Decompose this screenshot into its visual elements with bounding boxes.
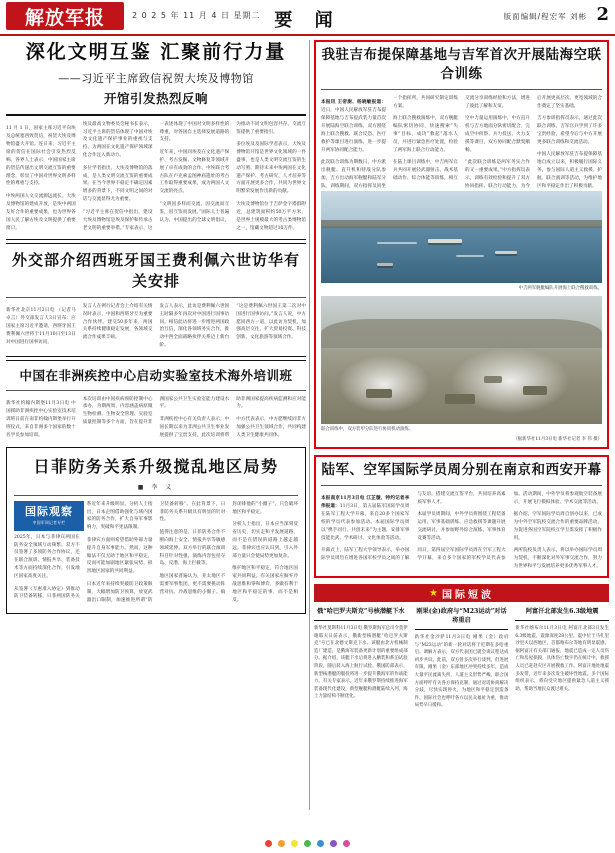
paragraph: 此次联合训练为期数日，中方派出舰艇、直升机和特战分队参加，吉方出动海军舰艇和陆军分队。训练期间，双方指挥员同坐一个指挥所，共同研究制定训练方案。 — [321, 95, 458, 189]
vehicle-shape — [484, 376, 502, 383]
registration-dot — [343, 840, 350, 847]
color-registration-marks — [0, 840, 615, 847]
smoke-plume — [338, 355, 430, 413]
divider — [6, 356, 306, 361]
section-title: 要 闻 — [274, 10, 341, 31]
registration-dot — [304, 840, 311, 847]
paragraph: 开幕式上，陆军工程大学领导表示，举办国际学员周旨在增进各国军校学员之间的了解与友谊，搭建交流互鉴平台，共同培养高素质军事人才。 — [321, 491, 506, 562]
vehicle-shape — [366, 389, 392, 398]
brief-item — [314, 608, 408, 710]
smoke-plume — [450, 348, 570, 414]
divider — [6, 114, 306, 116]
lead-article-body — [6, 121, 306, 233]
lead-article — [6, 40, 306, 233]
training-article-headline: 中国在非洲疾控中心启动实验室技术海外培训班 — [19, 368, 293, 384]
cadet-week-headline: 陆军、空军国际学员周分别在南京和西安开幕 — [321, 461, 602, 478]
registration-dot — [291, 840, 298, 847]
paragraph: 空中力量运用演练中，中方直升机与吉方地面分队密切配合，完成空中侦察、兵力投送、火力支援等课目，双方协同配合默契顺畅。 — [465, 116, 530, 153]
paragraph: 中埃两国人文交流源远流长。大埃及博物馆的建成开放，是埃中两国友好合作的重要成果，也为世界各国人民了解古埃及文明提供了重要窗口。 — [6, 193, 76, 231]
feature-byline: ■ 李 义 — [137, 483, 175, 491]
byline: 本报讯 王帝澍、杨晓敏报道： — [321, 100, 386, 106]
divider — [6, 390, 306, 391]
paragraph: 11 月 1 日，国家主席习近平向埃及总统塞西致贺信，祝贺大埃及博物馆盛大开馆。连日来，习近平主席的贺信在国际社会引发热烈反响。各界人士表示，中国国家主席的贺信传递出文明交流互鉴的重要理念，彰显了中国对世界文明多样性的尊重与支持。 — [6, 126, 76, 187]
training-article-body — [6, 396, 306, 440]
publication-date: 2 0 2 5 年 11 月 4 日 星期二 — [132, 11, 261, 20]
briefs-band-title: 国际短波 — [441, 589, 494, 601]
desert-photo-caption: 联合训练中，双方装甲分队进行协同机动演练。 — [321, 427, 414, 433]
paragraph: 本届学员周期间，中外学员将围绕工程装备运用、军事基础训练、应急救援等课题开展交流研讨，并参加野外综合演练、军事体育竞赛等活动。 — [417, 512, 506, 541]
brief-title: 刚果(金)政府与“M23运动”对话将重启 — [415, 608, 509, 630]
column-badge — [14, 501, 84, 531]
lead-headline-line1: 深化文明互鉴 汇聚前行力量 — [25, 41, 287, 63]
foreign-article-headline: 外交部介绍西班牙国王费利佩六世访华有关安排 — [11, 250, 300, 290]
right-column — [314, 40, 609, 710]
paragraph: 中国人民解放军驻吉布提保障基地自成立以来，积极履行国际义务，参与国际人道主义救援、护航、联合演训等活动，为维护地区和平稳定作出了积极贡献。 — [537, 152, 602, 189]
registration-dot — [265, 840, 272, 847]
sea-photo-caption: 中吉两军舰艇编队开展海上联合搜救训练。 — [518, 285, 602, 291]
paragraph: 2025年，日本与菲律宾两国在防务安全领域互动频繁。双方不仅签署了多项防务合作协议，还在联合演训、情报共享、装备技术等方面持续深化合作，引发地区国家高度关注。 — [14, 534, 80, 580]
brief-body: 新华社喀布尔11月3日电 阿富汗北部3日发生6.3级地震，震源深度28公里。震中位于马扎里沙里夫以西地区，首都喀布尔等地有明显震感。据阿富汗有关部门通报，地震已造成一定人员伤亡和房屋损毁，具体伤亡数字仍在统计中。救援人员已赶赴灾区开展搜救工作。阿富汗地处地震多发带，近年来多次发生破坏性地震。多个国际组织表示，将向受灾地区提供紧急人道主义援助，帮助当地民众渡过难关。 — [515, 626, 610, 692]
star-icon: ★ — [429, 587, 438, 599]
vehicle-shape — [445, 394, 475, 404]
feature-body — [14, 501, 298, 605]
registration-dot — [317, 840, 324, 847]
editor-credit: 版面编辑/程宏军 刘彬 — [503, 12, 587, 21]
column-divider — [309, 40, 310, 810]
paragraph: 新华社北京11月3日电 （记者马卓言）外交部发言人3日宣布：应国家主席习近平邀请，西班牙国王费利佩六世将于11月10日至13日对中国进行国事访问。 — [6, 308, 76, 345]
paragraph: “文明因多样而交流，因交流而互鉴，因互鉴而发展。”国际人士普遍认为，中国提出的全球文明倡议，为推动不同文明包容共存、交流互鉴提供了重要指引。 — [159, 121, 306, 223]
paragraph: 值得注意的是，日菲防务合作不断向海上安全、情报共享等敏感领域延伸。双方举行的联合演训科目针对性强，演练内容包括夺岛、反潜、海上拦截等。 — [159, 529, 226, 567]
brief-body: 新华社莫斯科11月3日电 俄罗斯海军总司令莫伊谢耶夫日前表示，俄新型核潜艇“哈巴罗夫斯克”号已在北德文斯克下水。该艇由北方机械制造厂建造，是俄海军装备更新计划的重要组成部分。据介绍，该艇下水后将进入舾装和系泊试验阶段，随后转入海上航行试验。俄国防部表示，新型核潜艇的服役将进一步提升俄海军的作战能力。有关专家表示，近年来俄罗斯持续推进海军装备现代化建设，新型舰艇和潜艇陆续入列，海上力量结构不断优化。 — [314, 626, 408, 700]
brief-item — [515, 608, 609, 710]
wake-shape — [456, 255, 484, 257]
lead-headline-line2: ——习近平主席致信祝贺大埃及博物馆 — [58, 71, 254, 85]
paragraph-text: 11月3日，第五届陆军国际学员周在陆军工程大学开幕，来自20多个国家军校的学员代表参加活动。本届国际学员周以“携手同行、共创未来”为主题，安排军事技能比武、学术研讨、文化体验等活动。 — [321, 504, 410, 541]
paragraph — [321, 99, 386, 154]
paragraph: 吉方参训指挥员表示，通过此次联合训练，吉军官兵学到了许多宝贵经验，希望今后与中方开展更多联合训练和交流活动。 — [537, 116, 602, 145]
divider — [6, 239, 306, 244]
registration-dot — [330, 840, 337, 847]
wake-shape — [377, 242, 417, 244]
badge-title: 国际观察 — [25, 505, 73, 519]
paragraph — [321, 495, 409, 542]
djibouti-article — [314, 40, 609, 449]
photo-coastline — [321, 220, 602, 227]
paragraph: “这是费利佩六世国王第二次对中国进行国事访问。”发言人说，中方愿同西方一道，以此访为契机，加强高层交往，扩大贸易投资、科技创新、文化旅游等领域合作。 — [236, 303, 306, 341]
paragraph: 发言人在例行记者会上介绍有关情况时表示，中国和西班牙互为重要合作伙伴。建交50多年来，两国关系持续健康稳定发展，各领域交流合作成果丰硕。 — [82, 303, 153, 341]
djibouti-headline: 我驻吉布提保障基地与吉军首次开展陆海空联合训练 — [321, 47, 602, 82]
paragraph: 在陆上课目训练中，中吉两军官兵共同开展轻武器射击、战术基础动作、综合体能等训练，相互交流分享训练经验和方法，增进了彼此了解和友谊。 — [393, 95, 530, 181]
paragraph: 日本近年来持续突破防卫政策限制，大幅增加防卫预算，放宽武器出口限制，加速推进所谓“防卫装备转移”。在此背景下，日菲防务关系升级具有明显的针对性。 — [86, 501, 226, 603]
sea-training-photo — [321, 191, 602, 283]
paragraph: 多位学者指出，大埃及博物馆的落成，是人类文明交流互鉴的重要成果。在当今世界不稳定不确定因素增多的背景下，不同文明之间的对话与交流显得尤为重要。 — [82, 165, 153, 203]
byline: 本报南京11月3日电 江芷璇、特约记者李伟报道： — [321, 496, 410, 510]
paragraph: 近年来，中国同埃及在文化遗产保护、考古发掘、文物修复等领域开展了卓有成效的合作。中埃联合考古队在卢克索孟图神庙遗址的考古工作取得重要成果，成为两国人文交流的亮点。 — [159, 149, 230, 195]
paragraph: 地区国家普遍认为，亚太地区不需要军事集团，更不需要挑动阵营对抗、冷战思维的小圈子。搞封闭排他的“小圈子”，只会破坏地区和平稳定。 — [159, 501, 298, 595]
brief-title: 阿富汗北部发生6.3级地震 — [515, 608, 609, 621]
djibouti-body-top — [321, 95, 602, 191]
paragraph: 从签署《互惠准入协定》到推动防卫装备转移，日菲两国防务关系近年来升级明显。分析人士指出，日本企图借助强化与域内国家的防务合作，扩大自身军事影响力，突破和平宪法限制。 — [14, 501, 153, 600]
paragraph: 大埃及博物馆位于吉萨金字塔群附近，总建筑面积约50万平方米，是世界上规模最大的考古类博物馆之一，馆藏文物超过10万件。 — [236, 201, 306, 231]
paragraph: 据介绍，空军国际学员周自创办以来，已成为中外空军院校交流合作的重要品牌活动，为促进各国空军院校互学互鉴发挥了积极作用。 — [513, 512, 602, 541]
foreign-ministry-article — [6, 250, 306, 350]
masthead — [0, 0, 615, 36]
page-number: 2 — [596, 4, 609, 25]
africa-training-article — [6, 367, 306, 440]
paragraph: 本次培训由中国疾病预防控制中心承办，为期两周，内容涵盖病原微生物检测、生物安全管理、实验室质量控制等多个方面，旨在提升非洲国家公共卫生实验室能力建设水平。 — [82, 396, 230, 426]
left-column — [6, 40, 306, 614]
lead-headline-line3: 开馆引发热烈反响 — [103, 91, 208, 107]
divider — [6, 297, 306, 298]
paragraph: 菲律宾方面则希望借助外部力量提升自身军事能力。然而，这种做法不仅无助于地区和平稳定，反而可能加剧地区紧张局势，损害地区国家的共同利益。 — [86, 537, 153, 575]
cadet-week-article — [314, 455, 609, 578]
paragraph: 非洲疾控中心有关负责人表示，中国长期以来为非洲公共卫生事业发展提供了宝贵支持，此次培训将帮助非洲国家提高疾病监测和应对能力。 — [159, 396, 306, 438]
ship-shape — [428, 239, 462, 243]
photo-ridge — [321, 319, 602, 347]
registration-dot — [278, 840, 285, 847]
divider — [14, 495, 298, 496]
badge-subtitle: 中国军网记者专栏 — [32, 519, 66, 525]
paragraph: 分析人士指出，日本应当深刻反省历史，切实走和平发展道路，而不是在错误的道路上越走越远。菲律宾也应认识到，引入外部力量只会使局势更加复杂。 — [232, 522, 298, 559]
paragraph: 发言人表示，此访是费利佩六世国王时隔多年再次对中国进行国事访问。相信此访将进一步增进两国政治互信，深化各领域务实合作，推动中西全面战略伙伴关系迈上新台阶。 — [159, 303, 230, 349]
feature-article — [6, 447, 306, 614]
paragraph: 中方代表表示，中方愿继续同非方加强公共卫生领域合作，共同构建人类卫生健康共同体。 — [236, 416, 306, 438]
international-briefs — [314, 608, 609, 710]
international-briefs-band — [314, 584, 609, 602]
divider — [321, 485, 602, 486]
cadet-week-body — [321, 491, 602, 571]
paragraph: “此次联合训练是两军务实合作的又一重要成果。”中方指挥员表示，训练有效检验和提升了双方协同指挥、联合行动能力，为今后开展更高层次、更宽领域的合作奠定了坚实基础。 — [465, 95, 602, 189]
photo-credit: （据新华社11月3日电 新华社记者 李 伟 摄） — [513, 436, 602, 442]
brief-body: 新华社金沙萨11月3日电 刚果（金）政府与“M23运动”的新一轮对话将于近期在多哈重启。调解方表示，双方代表团已就会谈议程达成初步共识。此前，双方曾多次举行谈判，但进展有限。刚果（金）东部地区冲突持续多年，造成大量平民流离失所，人道主义形势严峻。联合国方面呼吁有关各方保持克制，通过对话协商解决分歧，尽快实现停火，为地区和平稳定创造条件。国际社会也呼吁各方以民众福祉为重，推动局势早日缓和。 — [414, 635, 509, 709]
boat-shape — [377, 263, 393, 266]
vehicle-shape — [523, 386, 547, 395]
paragraph: “习近平主席在贺信中指出，建设大埃及博物馆是埃及保护和传承古老文明的重要举措。”专家表示，这一表述体现了中国对文明多样性的尊重，对各国自主选择发展道路的支持。 — [82, 121, 230, 231]
paragraph: 同日，第四届空军国际学员周在空军工程大学开幕，来自多个国家的军校学员代表参加。活动期间，中外学员将参观航空装备展示，开展飞行模拟体验、学术交流等活动。 — [417, 491, 602, 562]
ship-shape — [495, 251, 517, 254]
desert-training-photo — [321, 296, 602, 424]
paragraph: 多位埃及及国际学者表示，大埃及博物馆开馆是世界文化领域的一件盛事，也是人类文明交流互鉴的生动写照。期待未来中埃两国在文化遗产保护、考古研究、人才培养等方面开展更多合作，共同为世界文明繁荣发展作出新的贡献。 — [236, 142, 306, 195]
paragraph: 海上联合搜救演练中，双方舰艇编队密切协同，快速搜索“失事”目标，成功“救起”落水人员，并进行紧急医疗处置，检验了两军海上联合行动能力。 — [393, 116, 458, 153]
newspaper-logo: 解放军报 — [6, 2, 124, 30]
paragraph: 新华社约翰内斯堡11月3日电 中国援助非洲疾控中心实验室技术培训班日前在南非约翰内斯堡举行开班仪式，来自非洲多个国家的数十名学员参加培训。 — [6, 401, 76, 438]
brief-item — [415, 608, 509, 710]
paragraph: 两所院校负责人表示，将以举办国际学员周为契机，不断深化对外军事交流合作，努力为世界和平与发展培养更多优秀军事人才。 — [513, 548, 602, 570]
foreign-article-body — [6, 303, 306, 350]
brief-title: 俄“哈巴罗夫斯克”号核潜艇下水 — [314, 608, 408, 621]
feature-headline: 日菲防务关系升级搅乱地区局势 — [33, 456, 279, 476]
divider — [321, 89, 602, 90]
paragraph-text: 近日，中国人民解放军驻吉布提保障基地与吉布提武装力量首次开展陆海空联合训练，双方围绕海上联合搜救、联合反恐、医疗救护等课目进行演练，进一步提升两军协同配合能力。 — [321, 108, 386, 153]
paragraph: 埃及最高文物委员会秘书长表示，习近平主席的贺信体现了中国对埃及文化遗产保护事业的重视与支持，为两国在文化遗产保护领域深化合作注入新动力。 — [82, 121, 153, 159]
paragraph: 维护地区和平稳定，符合地区国家共同利益。有关国家应摒弃冷战思维和零和博弈，多做有利于地区和平稳定的事，而不是相反。 — [232, 566, 298, 603]
